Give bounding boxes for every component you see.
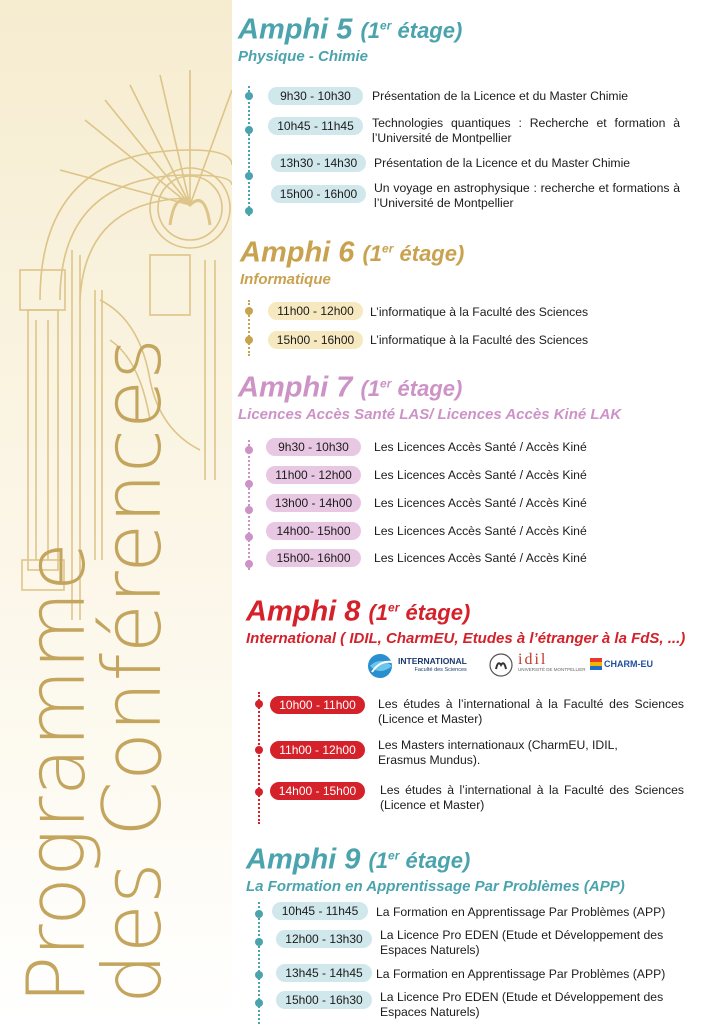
session-time: 11h00 - 12h00	[270, 741, 365, 759]
timeline-dot	[245, 207, 253, 215]
session-time: 15h00 - 16h00	[268, 331, 363, 349]
session-title: L’informatique à la Faculté des Sciences	[370, 305, 589, 319]
charm-eu-logo	[590, 658, 653, 670]
session-time: 13h45 - 14h45	[276, 964, 372, 982]
amphi6-title: Amphi 6 (1er étage)	[240, 236, 465, 269]
timeline-dot	[255, 746, 263, 754]
amphi5-title: Amphi 5 (1er étage)	[238, 13, 463, 46]
session-title: Les Licences Accès Santé / Accès Kiné	[374, 440, 587, 454]
session-time: 15h00- 16h00	[266, 549, 361, 567]
timeline-dot	[255, 938, 263, 946]
timeline-dot	[245, 446, 253, 454]
session-time: 13h30 - 14h30	[271, 154, 366, 172]
international-logo-sub: Faculté des Sciences	[414, 667, 467, 673]
session-title: L’informatique à la Faculté des Sciences	[370, 333, 589, 347]
session-time: 11h00 - 12h00	[266, 466, 361, 484]
session-time: 10h45 - 11h45	[272, 902, 368, 920]
sidebar-title-line1: Programme	[10, 542, 103, 1004]
session-time: 9h30 - 10h30	[268, 87, 363, 105]
timeline-dot	[245, 126, 253, 134]
charm-mark-icon	[590, 658, 602, 670]
session-time: 13h00 - 14h00	[266, 494, 361, 512]
session-title: La Licence Pro EDEN (Etude et Développement des Espaces Naturels)	[380, 990, 664, 1019]
session-title: La Formation en Apprentissage Par Problèmes (APP)	[376, 905, 666, 919]
timeline-dot	[245, 307, 253, 315]
amphi7-subtitle: Licences Accès Santé LAS/ Licences Accès Kiné LAK	[238, 406, 622, 424]
amphi7-timeline	[248, 440, 250, 570]
timeline-dot	[255, 910, 263, 918]
international-logo	[366, 652, 467, 680]
session-title: Les Licences Accès Santé / Accès Kiné	[374, 551, 587, 565]
session-time: 12h00 - 13h30	[276, 930, 372, 948]
sidebar-title-line2: des Conférences	[86, 338, 179, 1004]
timeline-dot	[245, 172, 253, 180]
timeline-dot	[255, 999, 263, 1007]
amphi9-section	[246, 840, 625, 896]
amphi8-title: Amphi 8 (1er étage)	[246, 595, 471, 628]
session-time: 14h00 - 15h00	[270, 782, 365, 800]
amphi9-subtitle: La Formation en Apprentissage Par Problèmes (APP)	[246, 878, 625, 896]
session-title: Les Licences Accès Santé / Accès Kiné	[374, 524, 587, 538]
timeline-dot	[245, 506, 253, 514]
session-title: Les Masters internationaux (CharmEU, IDIL, Erasmus Mundus).	[378, 738, 618, 767]
amphi8-section	[246, 592, 696, 648]
timeline-dot	[245, 336, 253, 344]
amphi9-title: Amphi 9 (1er étage)	[246, 843, 471, 876]
timeline-dot	[245, 560, 253, 568]
amphi8-subtitle: International ( IDIL, CharmEU, Etudes à l’étranger à la FdS, ...)	[246, 630, 686, 648]
session-title: Un voyage en astrophysique : recherche et formations à l’Université de Montpellier	[374, 181, 680, 210]
amphi6-subtitle: Informatique	[240, 271, 331, 289]
charm-eu-text: CHARM-EU	[604, 659, 653, 669]
session-title: Technologies quantiques : Recherche et formation à l’Université de Montpellier	[372, 116, 680, 145]
session-title: La Licence Pro EDEN (Etude et Développement des Espaces Naturels)	[380, 928, 664, 957]
amphi5-timeline	[248, 86, 250, 216]
amphi6-section	[240, 233, 464, 289]
session-title: Présentation de la Licence et du Master Chimie	[372, 89, 629, 103]
session-time: 14h00- 15h00	[266, 522, 361, 540]
amphi5-subtitle: Physique - Chimie	[238, 48, 369, 66]
timeline-dot	[245, 92, 253, 100]
session-title: Les Licences Accès Santé / Accès Kiné	[374, 496, 587, 510]
session-title: La Formation en Apprentissage Par Problèmes (APP)	[376, 967, 666, 981]
timeline-dot	[255, 788, 263, 796]
session-time: 9h30 - 10h30	[266, 438, 361, 456]
session-title: Les études à l’international à la Faculté des Sciences (Licence et Master)	[378, 697, 684, 726]
session-time: 10h45 - 11h45	[268, 117, 363, 135]
globe-icon	[366, 652, 396, 680]
sidebar	[0, 0, 232, 1024]
session-time: 15h00 - 16h00	[271, 185, 366, 203]
amphi8-timeline	[258, 692, 260, 824]
timeline-dot	[245, 480, 253, 488]
amphi7-section	[238, 368, 621, 424]
session-title: Présentation de la Licence et du Master Chimie	[374, 156, 631, 170]
international-logo-text: INTERNATIONAL	[398, 656, 467, 666]
session-time: 11h00 - 12h00	[268, 302, 363, 320]
session-title: Les Licences Accès Santé / Accès Kiné	[374, 468, 587, 482]
idil-logo-text: idil	[518, 651, 548, 668]
session-time: 15h00 - 16h30	[276, 991, 372, 1009]
session-time: 10h00 - 11h00	[270, 696, 365, 714]
um-seal-icon	[488, 652, 514, 678]
amphi7-title: Amphi 7 (1er étage)	[238, 371, 463, 404]
session-title: Les études à l’international à la Faculté des Sciences (Licence et Master)	[380, 783, 684, 812]
idil-logo	[488, 652, 586, 678]
timeline-dot	[255, 971, 263, 979]
amphi5-section	[238, 10, 462, 66]
idil-logo-sub: UNIVERSITÉ DE MONTPELLIER	[518, 667, 586, 672]
timeline-dot	[245, 533, 253, 541]
timeline-dot	[255, 700, 263, 708]
